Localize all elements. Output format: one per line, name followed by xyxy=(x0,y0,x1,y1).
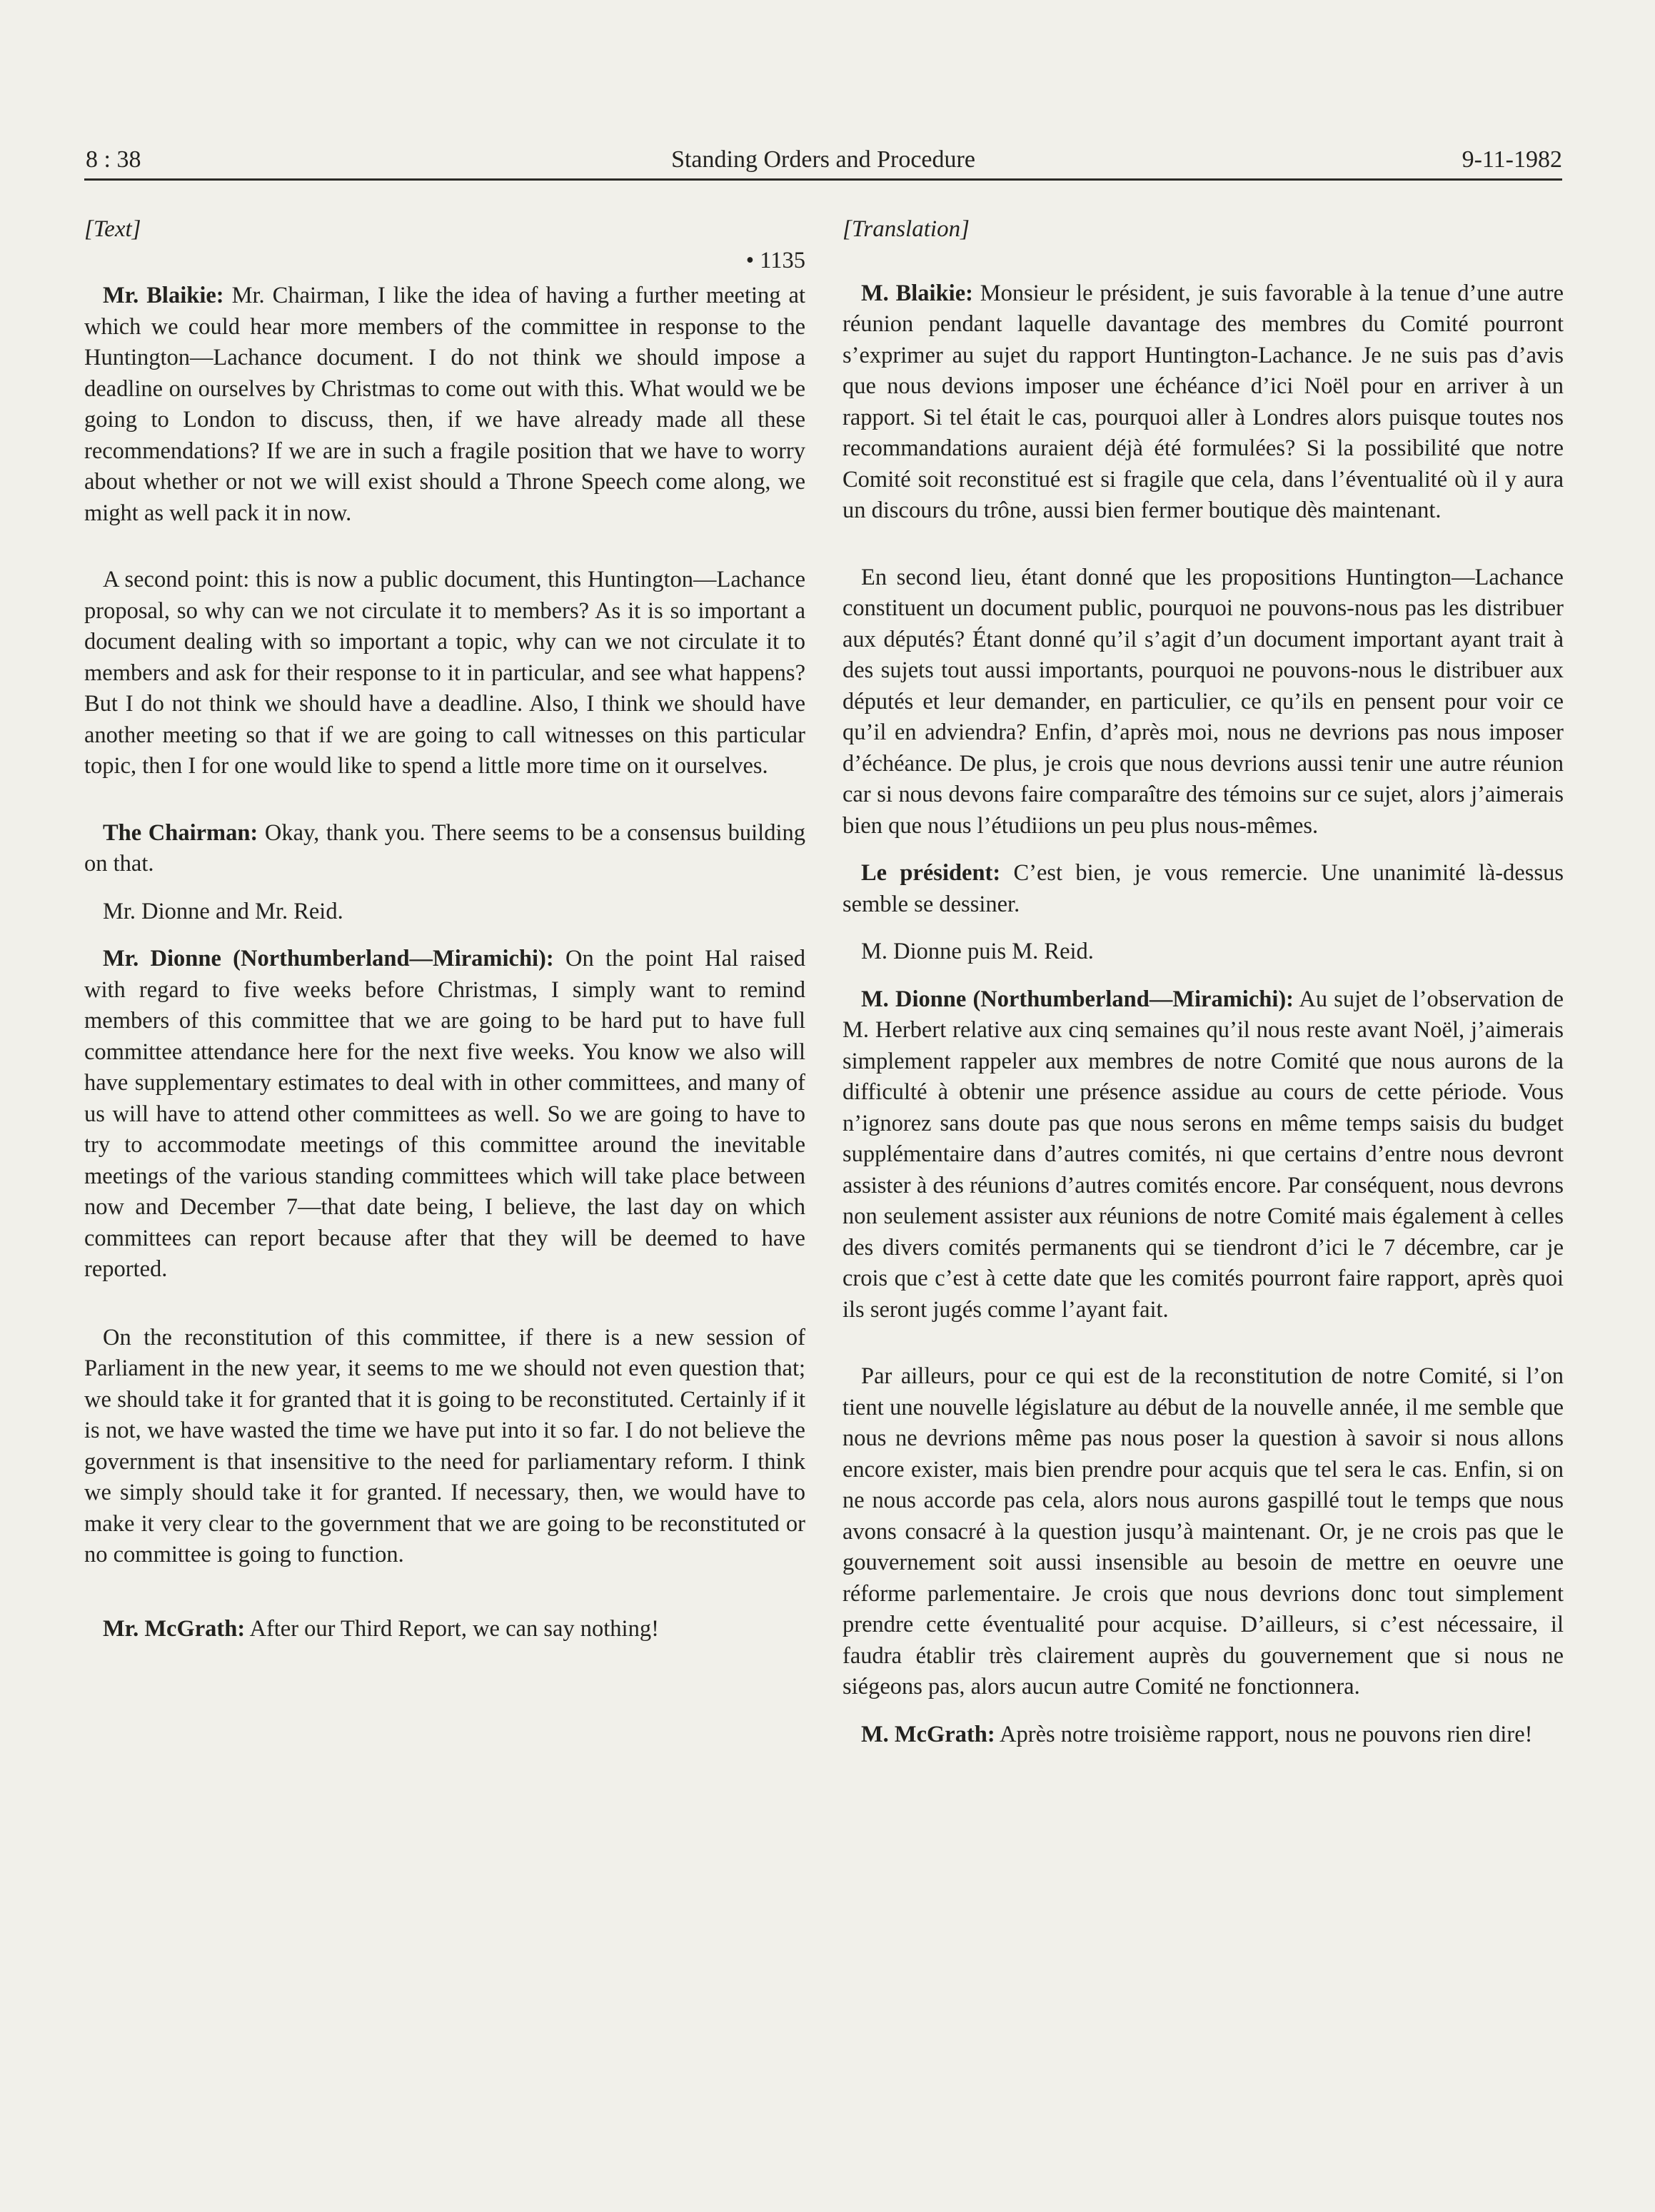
paragraph xyxy=(842,858,1564,920)
page-title: Standing Orders and Procedure xyxy=(671,146,975,173)
speaker-name: Le président: xyxy=(861,860,1001,886)
speech-text: Après notre troisième rapport, nous ne pouvons rien dire! xyxy=(995,1721,1533,1747)
speaker-name: Mr. McGrath: xyxy=(103,1615,246,1642)
paragraph xyxy=(842,984,1564,1326)
page-date: 9-11-1982 xyxy=(1462,146,1562,173)
paragraph xyxy=(84,944,805,1286)
paragraph: En second lieu, étant donné que les propositions Huntington—Lachance constituent un document public, pourquoi ne pouvons-nous pas les distribuer aux députés? Étant donné qu’il s’agit d’un document important ayant trait à des sujets tout aussi importants, pourquoi ne pouvons-nous le distribuer aux députés et leur demander, en particulier, ce qu’ils en pensent pour voir ce qu’il en adviendra? Enfin, d’après moi, nous ne devrions pas nous imposer d’échéance. De plus, je crois que nous devrions aussi tenir une autre réunion car si nous devons faire comparaître des témoins sur ce sujet, alors j’aimerais bien que nous l’étudiions un peu plus nous-mêmes. xyxy=(842,564,1564,839)
language-label: [Text] xyxy=(84,216,141,242)
speech-text: Monsieur le président, je suis favorable à la tenue d’une autre réunion pendant laquelle davantage des membres du Comité pourront s’exprimer au sujet du rapport Huntington-Lachance. Je ne suis pas d’avis que nous devions imposer une échéance d’ici Noël pour en arriver à un rapport. Si tel était le cas, pourquoi aller à Londres alors puisque toutes nos recommandations auraient déjà été formulées? Si la possibilité que notre Comité soit reconstitué est si fragile que cela, dans l’éventualité où il y aura un discours du trône, aussi bien fermer boutique dès maintenant. xyxy=(842,280,1564,523)
paragraph: On the reconstitution of this committee, if there is a new session of Parliament in the new year, it seems to me we should not even question that; we should take it for granted that it is going to be reconstituted. Certainly if it is not, we have wasted the time we have put into it so far. I do not believe the government is that insensitive to the need for parliamentary reform. I think we simply should take it for granted. If necessary, then, we would have to make it very clear to the government that we are going to be reconstituted or no committee is going to function. xyxy=(84,1324,805,1567)
paragraph xyxy=(842,1719,1564,1751)
page-number: 8 : 38 xyxy=(86,146,141,173)
speaker-name: M. Blaikie: xyxy=(861,280,973,306)
speaker-name: Mr. Dionne (Northumberland—Miramichi): xyxy=(103,946,554,971)
speech-text: Okay, thank you. There seems to be a consensus building on that. xyxy=(84,819,805,877)
paragraph xyxy=(84,1614,805,1645)
speech-text: After our Third Report, we can say nothing! xyxy=(245,1615,659,1642)
speaker-name: The Chairman: xyxy=(103,819,258,846)
english-column xyxy=(84,214,805,1661)
paragraph: Par ailleurs, pour ce qui est de la reconstitution de notre Comité, si l’on tient une nouvelle législature au début de la nouvelle année, il me semble que nous ne devrions même pas nous poser la question à savoir si nous allons encore exister, mais bien prendre pour acquis que tel sera le cas. Enfin, si on ne nous accorde pas cela, alors nous aurons gaspillé tout le temps que nous avons consacré à la question jusqu’à maintenant. Or, je ne crois pas que le gouvernement soit aussi insensible au besoin de mettre en oeuvre une réforme parlementaire. Je crois que nous devrions donc tout simplement prendre cette éventualité pour acquise. D’ailleurs, si c’est nécessaire, il faudra établir très clairement auprès du gouvernement que si nous ne siégeons pas, alors aucun autre Comité ne fonctionnera. xyxy=(842,1363,1564,1700)
speaker-name: Mr. Blaikie: xyxy=(103,283,224,308)
speech-text: Mr. Chairman, I like the idea of having a further meeting at which we could hear more members of the committee in response to the Huntington—Lachance document. I do not think we should impose a deadline on ourselves by Christmas to come out with this. What would we be going to London to discuss, then, if we have already made all these recommendations? If we are in such a fragile position that we have to worry about whether or not we will exist should a Throne Speech come along, we might as well pack it in now. xyxy=(84,283,805,526)
paragraph: A second point: this is now a public document, this Huntington—Lachance proposal, so why can we not circulate it to members? As it is so important a document dealing with so important a topic, why can we not circulate it to members and ask for their response to it in particular, and see what happens? But I do not think we should have a deadline. Also, I think we should have another meeting so that if we are going to call witnesses on this particular topic, then I for one would like to spend a little more time on it ourselves. xyxy=(84,567,805,779)
paragraph xyxy=(84,281,805,529)
page-header xyxy=(84,144,1562,181)
french-column xyxy=(842,214,1564,1767)
paragraph xyxy=(842,278,1564,527)
speaker-name: M. McGrath: xyxy=(861,1721,995,1747)
speech-text: On the point Hal raised with regard to five weeks before Christmas, I simply want to remind members of this committee that we are going to be hard put to have full committee attendance here for the next five weeks. You know we also will have supplementary estimates to deal with in other committees, and many of us will have to attend other committees as well. So we are going to have to try to accommodate meetings of this committee around the inevitable meetings of the various standing committees which will take place between now and December 7—that date being, I believe, the last day on which committees can report because after that they will be deemed to have reported. xyxy=(84,946,806,1282)
time-marker: • 1135 xyxy=(745,247,805,273)
paragraph xyxy=(84,818,805,880)
speech-text: Au sujet de l’observation de M. Herbert relative aux cinq semaines qu’il nous reste avant Noël, j’aimerais simplement rappeler aux membres de notre Comité que nous aurons de la difficulté à obtenir une présence assidue au cours de cette période. Vous n’ignorez sans doute pas que nous serons en même temps saisis du budget supplémentaire dans d’autres comités, ni que certains d’entre nous devront assister à des réunions d’autres comités encore. Par conséquent, nous devrons non seulement assister aux réunions de notre Comité mais également à celles des divers comités permanents qui se tiendront d’ici le 7 décembre, car je crois que c’est à cette date que les comités pourront faire rapport, après quoi ils seront jugés comme l’ayant fait. xyxy=(842,986,1564,1323)
speech-text: C’est bien, je vous remercie. Une unanimité là-dessus semble se dessiner. xyxy=(842,860,1564,917)
language-label: [Translation] xyxy=(842,216,970,242)
speaker-name: M. Dionne (Northumberland—Miramichi): xyxy=(861,986,1294,1012)
paragraph: Mr. Dionne and Mr. Reid. xyxy=(103,898,343,924)
paragraph: M. Dionne puis M. Reid. xyxy=(861,939,1094,964)
